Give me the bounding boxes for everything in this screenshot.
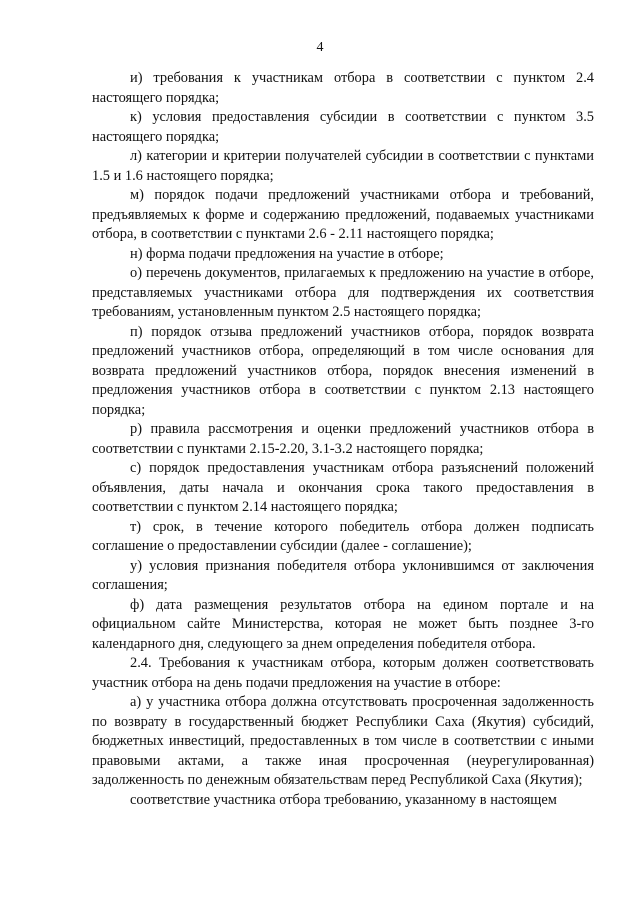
paragraph-item-l: л) категории и критерии получателей субсидии в соответствии с пунктами 1.5 и 1.6 настоящего порядка;	[92, 148, 594, 184]
document-body	[92, 69, 594, 810]
paragraph-section-2-4: 2.4. Требования к участникам отбора, которым должен соответствовать участник отбора на день подачи предложения на участие в отборе:	[92, 655, 594, 691]
paragraph-item-i: и) требования к участникам отбора в соответствии с пунктом 2.4 настоящего порядка;	[92, 70, 594, 106]
paragraph-item-u: у) условия признания победителя отбора уклонившимся от заключения соглашения;	[92, 557, 594, 593]
paragraph-item-o: о) перечень документов, прилагаемых к предложению на участие в отборе, представляемых участниками отбора для подтверждения их соответствия требованиям, установленным пунктом 2.5 настоящего порядка;	[92, 265, 594, 320]
paragraph-item-p: п) порядок отзыва предложений участников отбора, порядок возврата предложений участников отбора, определяющий в том числе основания для возврата предложений участников отбора, порядок внесения изменений в предложения участников отбора в соответствии с пунктом 2.13 настоящего порядка;	[92, 323, 594, 418]
paragraph-item-n: н) форма подачи предложения на участие в отборе;	[130, 245, 444, 262]
paragraph-item-k: к) условия предоставления субсидии в соответствии с пунктом 3.5 настоящего порядка;	[92, 109, 594, 145]
paragraph-item-f: ф) дата размещения результатов отбора на едином портале и на официальном сайте Министерства, которая не может быть позднее 3-го календарного дня, следующего за днем определения победителя отбора.	[92, 596, 594, 652]
page-number: 4	[316, 40, 324, 55]
paragraph-item-t: т) срок, в течение которого победитель отбора должен подписать соглашение о предоставлении субсидии (далее - соглашение);	[92, 518, 594, 554]
paragraph-item-s: с) порядок предоставления участникам отбора разъяснений положений объявления, даты начала и окончания срока такого предоставления в соответствии с пунктом 2.14 настоящего порядка;	[92, 460, 594, 515]
paragraph-item-m: м) порядок подачи предложений участниками отбора и требований, предъявляемых к форме и содержанию предложений, подаваемых участниками отбора, в соответствии с пунктами 2.6 - 2.11 настоящего порядка;	[92, 187, 594, 242]
paragraph-continuation: соответствие участника отбора требованию, указанному в настоящем	[130, 791, 557, 808]
paragraph-item-a: а) у участника отбора должна отсутствовать просроченная задолженность по возврату в государственный бюджет Республики Саха (Якутия) субсидий, бюджетных инвестиций, предоставленных в том числе в соответствии с иными правовыми актами, а также иная просроченная (неурегулированная) задолженность по денежным обязательствам перед Республикой Саха (Якутия);	[92, 694, 594, 788]
paragraph-item-r: р) правила рассмотрения и оценки предложений участников отбора в соответствии с пунктами 2.15-2.20, 3.1-3.2 настоящего порядка;	[92, 421, 594, 457]
